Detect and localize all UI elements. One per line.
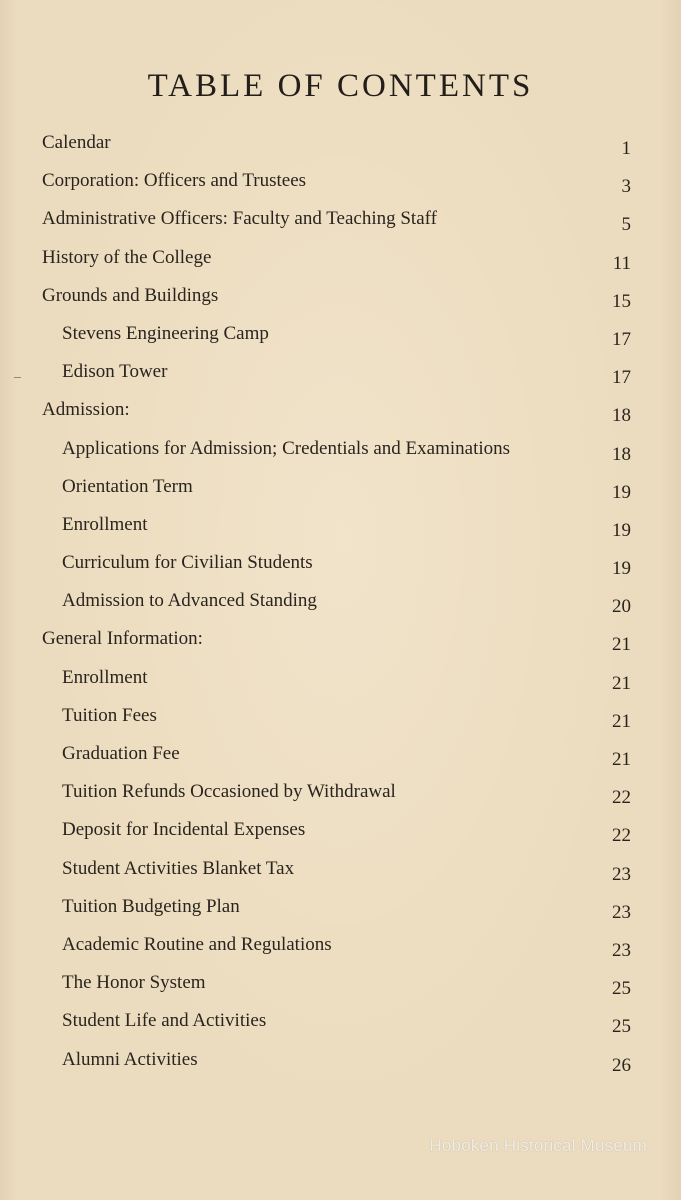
toc-entry [0, 434, 681, 472]
toc-entry [0, 128, 681, 166]
toc-entry [0, 624, 681, 662]
toc-entry-page-number: 21 [612, 710, 631, 732]
toc-entry-page-number: 22 [612, 787, 631, 809]
toc-entry [0, 548, 681, 586]
toc-entry-page-number: 25 [612, 1016, 631, 1038]
toc-entry-page-number: 23 [612, 901, 631, 923]
toc-entry-label: Admission: [42, 399, 130, 421]
toc-entry [0, 510, 681, 548]
toc-entry-label: Academic Routine and Regulations [62, 933, 332, 955]
toc-entry [0, 815, 681, 853]
toc-entry-page-number: 22 [612, 825, 631, 847]
toc-entry-page-number: 21 [612, 672, 631, 694]
toc-entry-page-number: 25 [612, 978, 631, 1000]
toc-entry-label: Graduation Fee [62, 743, 180, 764]
toc-entry-page-number: 11 [612, 252, 631, 274]
toc-entry-label: Applications for Admission; Credentials and Examinations [62, 437, 511, 459]
toc-entry-label: Alumni Activities [62, 1048, 198, 1070]
toc-entry [0, 854, 681, 892]
toc-entry [0, 701, 681, 739]
toc-entry-label: Stevens Engineering Camp [62, 322, 269, 344]
toc-entry [0, 472, 681, 510]
toc-entry-label: Deposit for Incidental Expenses [62, 819, 306, 841]
toc-entry [0, 586, 681, 624]
toc-entry-label: Edison Tower [62, 361, 168, 383]
toc-entry [0, 663, 681, 701]
toc-entry-label: Enrollment [62, 513, 148, 535]
toc-entry [0, 319, 681, 357]
toc-entry-label: General Information: [42, 628, 203, 650]
table-of-contents [0, 128, 681, 1083]
toc-entry-label: Tuition Refunds Occasioned by Withdrawal [62, 781, 396, 803]
toc-entry-label: Admission to Advanced Standing [62, 590, 317, 612]
toc-entry [0, 166, 681, 204]
toc-entry-page-number: 19 [612, 519, 631, 541]
toc-entry [0, 930, 681, 968]
toc-entry-page-number: 17 [612, 328, 631, 350]
toc-entry-page-number: 19 [612, 558, 631, 580]
toc-entry-page-number: 21 [612, 749, 631, 770]
toc-entry-label: The Honor System [62, 972, 206, 994]
toc-entry-label: Tuition Fees [62, 704, 157, 726]
toc-entry [0, 281, 681, 319]
toc-entry-label: History of the College [42, 246, 212, 268]
toc-entry-page-number: 20 [612, 596, 631, 618]
toc-entry-page-number: 15 [612, 290, 631, 312]
toc-entry-page-number: 23 [612, 939, 631, 961]
toc-entry-label: Curriculum for Civilian Students [62, 552, 313, 574]
toc-entry-label: Corporation: Officers and Trustees [42, 170, 307, 192]
toc-entry [0, 357, 681, 395]
toc-entry-label: Grounds and Buildings [42, 284, 219, 306]
toc-entry-page-number: 21 [612, 634, 631, 656]
toc-entry-label: Orientation Term [62, 475, 193, 497]
toc-entry-label: Student Life and Activities [62, 1010, 267, 1032]
toc-entry [0, 395, 681, 433]
page-title: TABLE OF CONTENTS [147, 68, 534, 104]
toc-entry [0, 777, 681, 815]
toc-entry-label: Administrative Officers: Faculty and Teaching Staff [42, 208, 437, 230]
toc-entry-page-number: 26 [612, 1054, 631, 1076]
toc-entry-page-number: 3 [621, 176, 631, 198]
toc-entry-page-number: 19 [612, 481, 631, 503]
watermark: Hoboken Historical Museum [429, 1136, 647, 1155]
toc-entry-page-number: 5 [621, 214, 631, 236]
toc-entry [0, 892, 681, 930]
toc-entry-page-number: 17 [612, 367, 631, 389]
toc-entry [0, 1006, 681, 1044]
toc-entry-label: Calendar [42, 132, 111, 153]
toc-entry-label: Enrollment [62, 666, 148, 688]
toc-entry [0, 1045, 681, 1083]
toc-entry-page-number: 18 [612, 405, 631, 427]
toc-entry-page-number: 23 [612, 863, 631, 885]
toc-entry [0, 243, 681, 281]
toc-entry-label: Tuition Budgeting Plan [62, 895, 240, 917]
toc-entry [0, 739, 681, 777]
margin-mark [14, 377, 21, 378]
toc-entry [0, 968, 681, 1006]
toc-entry-label: Student Activities Blanket Tax [62, 857, 295, 879]
toc-entry [0, 204, 681, 242]
toc-entry-page-number: 1 [621, 138, 631, 159]
toc-entry-page-number: 18 [612, 443, 631, 465]
